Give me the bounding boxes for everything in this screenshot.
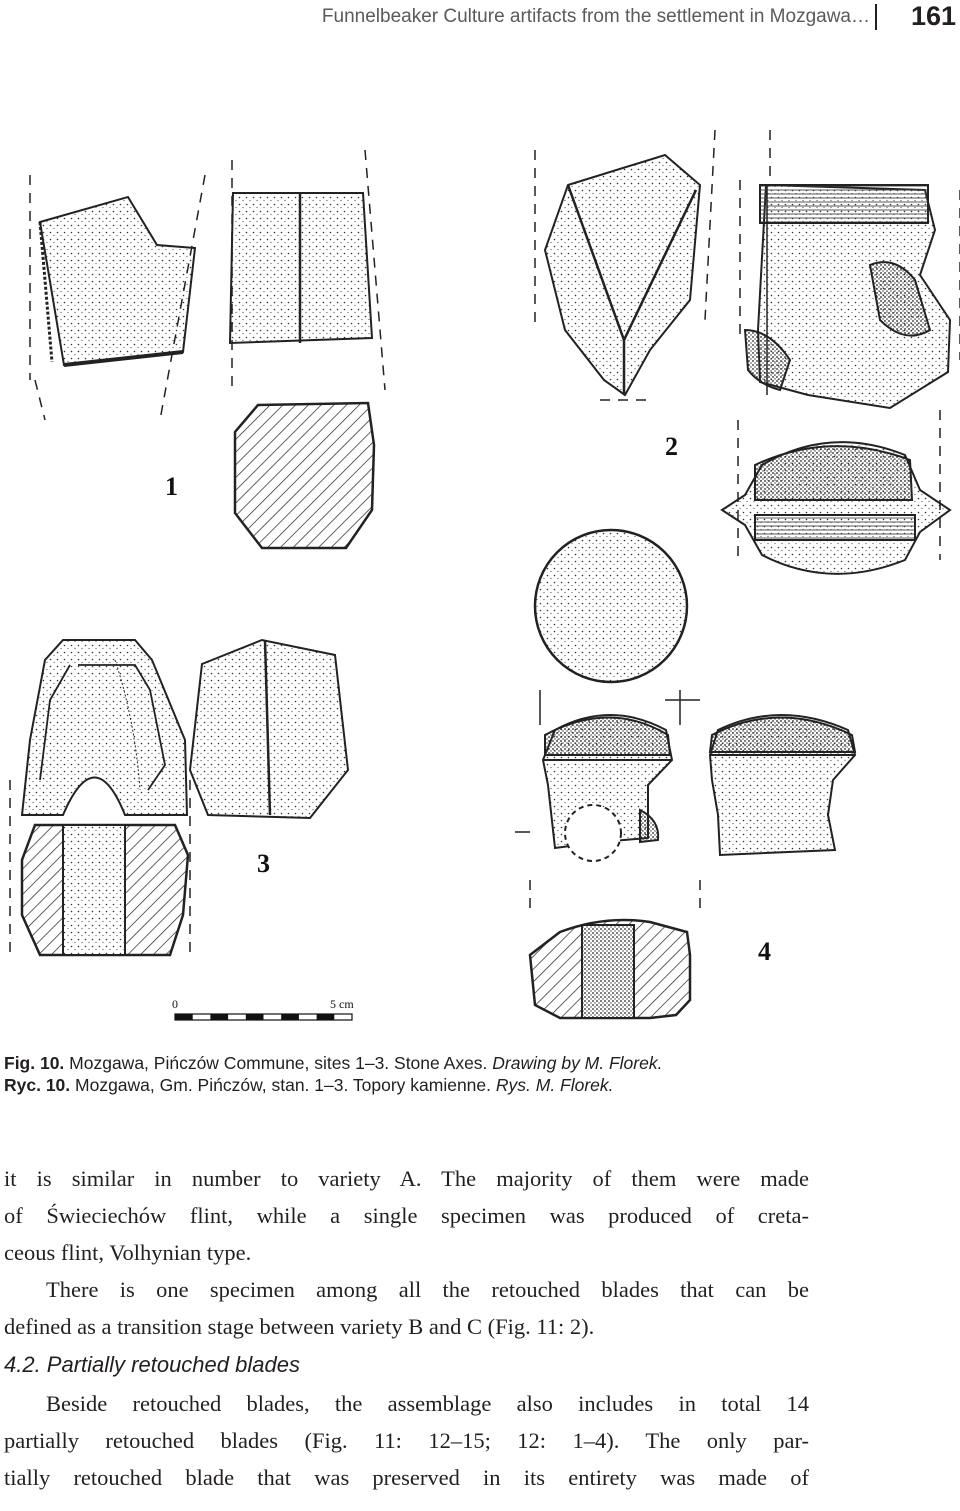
paragraph-line: ceous flint, Volhynian type. xyxy=(4,1240,252,1265)
paragraph-line: it is similar in number to variety A. The majority of them were made xyxy=(4,1166,809,1191)
header-divider xyxy=(875,4,877,30)
axe-1-drawing xyxy=(30,150,385,548)
axe-4-drawing xyxy=(515,530,855,1018)
caption-polish xyxy=(4,1074,954,1096)
section-heading: 4.2. Partially retouched blades xyxy=(4,1352,300,1377)
page-number: 161 xyxy=(910,1,956,31)
caption-text: Mozgawa, Pińczów Commune, sites 1–3. Stone Axes. xyxy=(64,1053,493,1073)
page-header xyxy=(0,0,960,36)
caption-credit-pl: Rys. M. Florek. xyxy=(495,1075,614,1095)
paragraph-line: tially retouched blade that was preserved in its entirety was made of xyxy=(4,1465,809,1490)
paragraph-line: defined as a transition stage between variety B and C (Fig. 11: 2). xyxy=(4,1314,595,1339)
scale-bar xyxy=(172,997,354,1020)
caption-fig-label-pl: Ryc. 10. xyxy=(4,1075,71,1095)
stone-axes-figure xyxy=(0,110,960,1040)
figure-label-1: 1 xyxy=(165,472,178,501)
scale-end-label: 5 cm xyxy=(330,997,354,1011)
paragraph-line: of Świeciechów flint, while a single specimen was produced of creta- xyxy=(4,1203,809,1228)
caption-credit: Drawing by M. Florek. xyxy=(492,1053,663,1073)
axe-2-drawing xyxy=(535,130,960,574)
caption-fig-label: Fig. 10. xyxy=(4,1053,65,1073)
figure-label-4: 4 xyxy=(758,937,771,966)
paragraph-line: partially retouched blades (Fig. 11: 12–15; 12: 1–4). The only par- xyxy=(4,1428,809,1453)
caption-english xyxy=(4,1052,954,1074)
running-title: Funnelbeaker Culture artifacts from the settlement in Mozgawa… xyxy=(321,6,870,27)
paragraph-line: Beside retouched blades, the assemblage also includes in total 14 xyxy=(46,1391,809,1416)
figure-label-2: 2 xyxy=(665,432,678,461)
axe-3-drawing xyxy=(10,640,348,960)
figure-label-3: 3 xyxy=(257,849,270,878)
scale-start-label: 0 xyxy=(172,997,178,1011)
paragraph-line: There is one specimen among all the retouched blades that can be xyxy=(46,1277,809,1302)
figure-caption xyxy=(4,1052,954,1096)
caption-text-pl: Mozgawa, Gm. Pińczów, stan. 1–3. Topory kamienne. xyxy=(70,1075,496,1095)
body-text xyxy=(4,1160,809,1496)
